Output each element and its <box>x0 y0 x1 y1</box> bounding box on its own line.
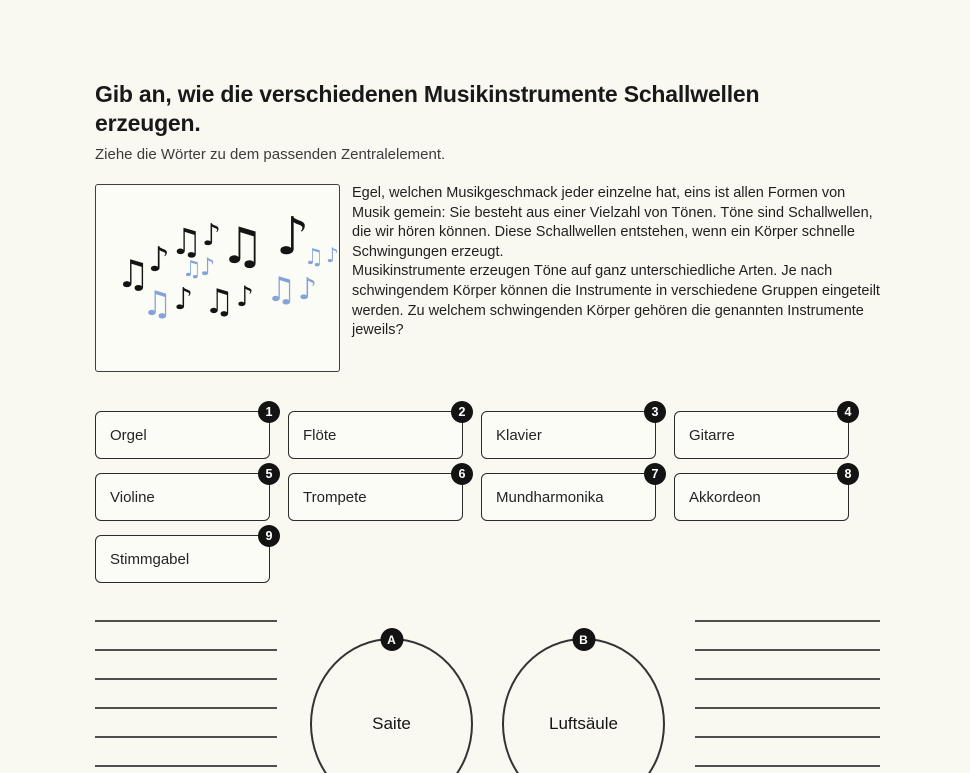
word-chip-label: Orgel <box>110 426 147 444</box>
music-note-icon: ♫ <box>142 284 173 324</box>
answer-line <box>95 651 277 680</box>
answer-line <box>695 709 880 738</box>
chip-number-badge: 3 <box>644 401 666 423</box>
music-note-icon: ♫ <box>266 270 297 310</box>
music-note-icon: ♫ <box>170 222 203 263</box>
answer-lines-right <box>695 593 880 767</box>
music-note-icon: ♪ <box>326 243 339 267</box>
answer-line <box>695 680 880 709</box>
word-chip-label: Mundharmonika <box>496 488 604 506</box>
chip-number-badge: 6 <box>451 463 473 485</box>
answer-line <box>695 593 880 622</box>
word-chip-label: Akkordeon <box>689 488 761 506</box>
chip-number-badge: 7 <box>644 463 666 485</box>
chip-number-badge: 4 <box>837 401 859 423</box>
answer-line <box>695 651 880 680</box>
intro-paragraph-2: Musikinstrumente erzeugen Töne auf ganz unterschiedliche Arten. Je nach schwingendem Körper können die Instrumente in verschiedene Gruppen eingeteilt werden. Zu welchem schwingenden Körper gehören die genannten Instrumente jeweils? <box>352 263 880 339</box>
music-note-icon: ♪ <box>174 282 194 317</box>
music-note-icon: ♪ <box>148 240 170 280</box>
music-note-icon: ♫ <box>182 257 202 282</box>
music-note-icon: ♫ <box>116 252 151 296</box>
answer-line <box>95 622 277 651</box>
answer-line <box>695 622 880 651</box>
page-subtitle: Ziehe die Wörter zu dem passenden Zentralelement. <box>95 146 446 163</box>
word-chip-label: Trompete <box>303 488 367 506</box>
music-note-icon: ♫ <box>204 282 235 322</box>
word-chip-label: Gitarre <box>689 426 735 444</box>
word-chip-stimmgabel[interactable] <box>95 529 273 583</box>
answer-line <box>95 738 277 767</box>
zone-label: Saite <box>372 714 411 733</box>
word-chip-label: Violine <box>110 488 155 506</box>
music-notes-canvas <box>96 185 339 371</box>
word-chip-floete[interactable] <box>288 405 466 459</box>
music-note-icon: ♫ <box>304 245 324 270</box>
answer-line <box>695 738 880 767</box>
chip-number-badge: 1 <box>258 401 280 423</box>
zone-letter-badge: A <box>380 628 403 651</box>
intro-paragraph-1: Egel, welchen Musikgeschmack jeder einzelne hat, eins ist allen Formen von Musik gemein: Sie besteht aus einer Vielzahl von Tönen. Töne sind Schallwellen, die wir hören können. Diese Schallwellen entstehen, wenn ein Körper schnelle Schwingungen erzeugt. <box>352 185 873 260</box>
chip-number-badge: 5 <box>258 463 280 485</box>
word-chip-gitarre[interactable] <box>674 405 852 459</box>
music-note-icon: ♪ <box>298 272 318 307</box>
word-chip-orgel[interactable] <box>95 405 273 459</box>
page-title: Gib an, wie die verschiedenen Musikinstrumente Schallwellen erzeugen. <box>95 81 760 136</box>
answer-line <box>95 680 277 709</box>
chip-number-badge: 2 <box>451 401 473 423</box>
answer-line <box>95 709 277 738</box>
zone-letter-badge: B <box>572 628 595 651</box>
chip-number-badge: 9 <box>258 525 280 547</box>
music-note-icon: ♫ <box>220 217 265 275</box>
word-bank <box>95 405 852 583</box>
answer-line <box>95 593 277 622</box>
music-notes-image <box>95 184 340 372</box>
word-chip-mundharmonika[interactable] <box>481 467 659 521</box>
music-note-icon: ♪ <box>276 207 310 267</box>
music-note-icon: ♪ <box>236 280 254 313</box>
word-chip-label: Stimmgabel <box>110 550 190 568</box>
music-note-icon: ♪ <box>202 218 222 253</box>
word-chip-klavier[interactable] <box>481 405 659 459</box>
drop-zone-saite[interactable] <box>310 632 473 773</box>
drop-zone-luftsaeule[interactable] <box>502 632 665 773</box>
music-note-icon: ♪ <box>200 253 216 281</box>
word-chip-trompete[interactable] <box>288 467 466 521</box>
word-chip-label: Klavier <box>496 426 542 444</box>
zone-label: Luftsäule <box>549 714 618 733</box>
answer-lines-left <box>95 593 277 767</box>
intro-text <box>352 184 881 372</box>
word-chip-label: Flöte <box>303 426 337 444</box>
word-chip-violine[interactable] <box>95 467 273 521</box>
chip-number-badge: 8 <box>837 463 859 485</box>
intro-section <box>95 184 881 372</box>
word-chip-akkordeon[interactable] <box>674 467 852 521</box>
